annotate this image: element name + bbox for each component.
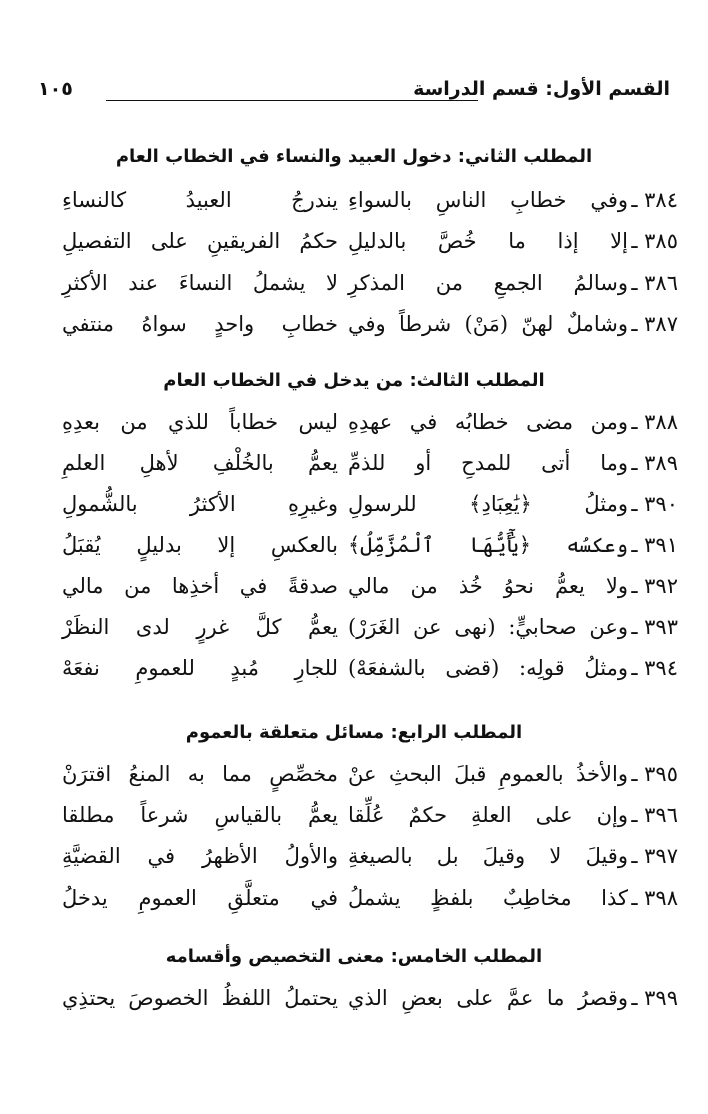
verse-first-hemistich: ومن مضى خطابُه في عهدِهِ [348,410,628,434]
verse-first-hemistich: وشاملٌ لهنّ (مَنْ) شرطاً وفي [348,312,628,336]
verse-second-hemistich: لا يشملُ النساءَ عند الأكثرِ [62,271,338,295]
verse-line [40,986,678,1026]
section-heading: المطلب الثاني: دخول العبيد والنساء في الخطاب العام [115,146,593,167]
verse-number: ٣٩٩ ـ [631,986,678,1010]
verse-line [40,410,678,450]
verse-second-hemistich: يحتملُ اللفظُ الخصوصَ يحتذِي [62,986,338,1010]
verse-number: ٣٨٧ ـ [631,312,678,336]
verse-number: ٣٩٤ ـ [631,656,678,680]
verse-second-hemistich: للجارِ مُبدٍ للعمومِ نفعَهْ [62,656,338,680]
verse-line [40,803,678,843]
verse-line [40,312,678,352]
section-heading: المطلب الثالث: من يدخل في الخطاب العام [163,370,545,391]
verse-number: ٣٨٨ ـ [631,410,678,434]
verse-first-hemistich: وقيلَ لا وقيلَ بل بالصيغةِ [348,844,628,868]
verse-number: ٣٩٧ ـ [631,844,678,868]
verse-first-hemistich: وإن على العلةِ حكمٌ عُلِّقا [348,803,628,827]
verse-number: ٣٩٢ ـ [631,574,678,598]
verse-line [40,844,678,884]
verse-line [40,492,678,532]
header-rule [106,100,478,101]
verse-line [40,229,678,269]
verse-number: ٣٨٩ ـ [631,451,678,475]
verse-line [40,615,678,655]
verse-number: ٣٨٥ ـ [631,229,678,253]
verse-first-hemistich: ومثلُ ﴿يَٰعِبَادِ﴾ للرسولِ [348,492,628,516]
verse-first-hemistich: وعن صحابيٍّ: (نهى عن الغَرَرْ) [348,615,628,639]
page-number: ١٠٥ [38,78,73,100]
verse-line [40,886,678,926]
running-header [38,78,670,118]
verse-number: ٣٨٦ ـ [631,271,678,295]
verse-first-hemistich: إلا إذا ما خُصَّ بالدليلِ [348,229,628,253]
verse-first-hemistich: والأخذُ بالعمومِ قبلَ البحثِ عنْ [348,762,628,786]
verse-second-hemistich: حكمُ الفريقينِ على التفصيلِ [62,229,338,253]
verse-second-hemistich: ليس خطاباً للذي من بعدِهِ [62,410,338,434]
verse-second-hemistich: وغيرِهِ الأكثرُ بالشُّمولِ [62,492,338,516]
verse-first-hemistich: ومثلُ قولِه: (قضى بالشفعَهْ) [348,656,628,680]
verse-first-hemistich: كذا مخاطِبٌ بلفظٍ يشملُ [348,886,628,910]
section-heading: المطلب الخامس: معنى التخصيص وأقسامه [165,946,543,967]
verse-number: ٣٩٨ ـ [631,886,678,910]
verse-first-hemistich: وعكسُه ﴿يَٰٓأَيُّهَا ٱلْمُزَّمِّلُ﴾ [348,533,628,557]
verse-line [40,533,678,573]
verse-number: ٣٩٣ ـ [631,615,678,639]
verse-line [40,656,678,696]
verse-number: ٣٩٥ ـ [631,762,678,786]
section-heading: المطلب الرابع: مسائل متعلقة بالعموم [185,722,523,743]
verse-line [40,451,678,491]
verse-second-hemistich: يعمُّ كلَّ غررٍ لدى النظَرْ [62,615,338,639]
verse-first-hemistich: وسالمُ الجمعِ من المذكرِ [348,271,628,295]
verse-number: ٣٩١ ـ [631,533,678,557]
verse-line [40,574,678,614]
verse-first-hemistich: وما أتى للمدحِ أو للذمِّ [348,451,628,475]
verse-second-hemistich: يعمُّ بالخُلْفِ لأهلِ العلمِ [62,451,338,475]
verse-second-hemistich: يعمُّ بالقياسِ شرعاً مطلقا [62,803,338,827]
verse-line [40,188,678,228]
verse-second-hemistich: في متعلَّقِ العمومِ يدخلُ [62,886,338,910]
verse-second-hemistich: صدقةً في أخذِها من مالي [62,574,338,598]
verse-first-hemistich: وقصرُ ما عمَّ على بعضِ الذي [348,986,628,1010]
verse-second-hemistich: بالعكسِ إلا بدليلٍ يُقبَلُ [62,533,338,557]
verse-first-hemistich: ولا يعمُّ نحوُ خُذ من مالي [348,574,628,598]
verse-first-hemistich: وفي خطابِ الناسِ بالسواءِ [348,188,628,212]
verse-second-hemistich: مخصِّصٍ مما به المنعُ اقترَنْ [62,762,338,786]
verse-number: ٣٩٠ ـ [631,492,678,516]
verse-second-hemistich: خطابِ واحدٍ سواهُ منتفي [62,312,338,336]
verse-second-hemistich: يندرجُ العبيدُ كالنساءِ [62,188,338,212]
verse-line [40,271,678,311]
verse-line [40,762,678,802]
verse-number: ٣٨٤ ـ [631,188,678,212]
verse-second-hemistich: والأولُ الأظهرُ في القضيَّةِ [62,844,338,868]
verse-number: ٣٩٦ ـ [631,803,678,827]
running-title: القسم الأول: قسم الدراسة [413,78,670,100]
